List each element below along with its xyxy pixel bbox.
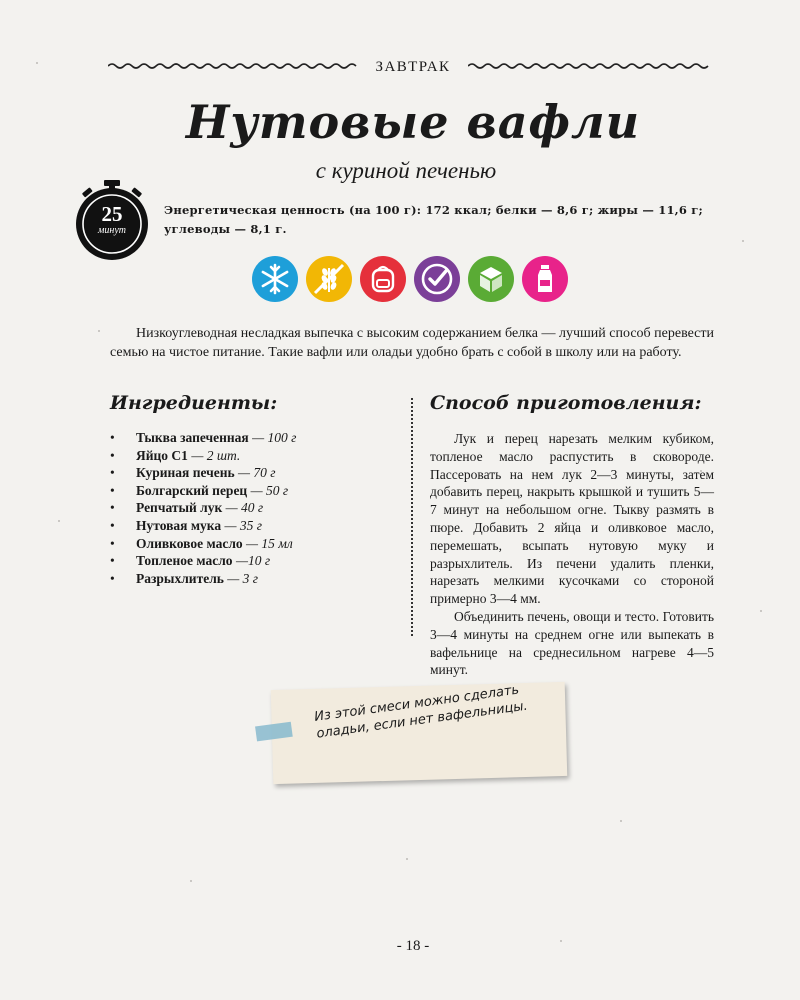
box-icon	[468, 256, 514, 302]
ingredient-item: • Тыква запеченная — 100 г	[110, 430, 297, 445]
snowflake-icon	[252, 256, 298, 302]
wavy-line-right	[468, 60, 714, 72]
ingredient-item: • Разрыхлитель — 3 г	[110, 570, 259, 586]
timer-badge	[74, 178, 150, 262]
ingredients-heading: Ингредиенты:	[110, 392, 278, 414]
method-paragraph: Объединить печень, овощи и тесто. Готовить 3—4 минуты на среднем огне или выпекать в вафельнице на среднесильном нагреве 4—5 минут.	[430, 608, 714, 678]
section-label: ЗАВТРАК	[375, 59, 451, 75]
timer-unit: минут	[97, 225, 126, 236]
check-icon	[414, 256, 460, 302]
milk-icon	[522, 256, 568, 302]
ingredient-item: • Топленое масло —10 г	[110, 553, 271, 569]
page-number: - 18 -	[396, 938, 430, 954]
recipe-subtitle: с куриной печенью	[315, 158, 497, 183]
ingredient-item: • Болгарский перец — 50 г	[110, 482, 289, 498]
no-gluten-icon	[306, 256, 352, 302]
method-paragraph: Лук и перец нарезать мелким кубиком, топленое масло распустить в сковороде. Пассеровать на нем лук 2—3 минуты, затем добавить перец, накрыть крышкой и тушить 5—7 минут на небольшом огне. Тыкву размять в пюре. Добавить 2 яйца и оливковое масло, перемешать, всыпать нутовую муку и разрыхлитель. Из печени удалить пленки, нарезать мелкими кусочками со стороной примерно 3—4 мм.	[430, 431, 714, 607]
ingredient-item: • Репчатый лук — 40 г	[110, 500, 264, 516]
timer-value: 25	[101, 202, 123, 226]
diet-icons	[252, 256, 568, 302]
note-text: Из этой смеси можно сделать оладьи, если нет вафельницы.	[313, 682, 529, 742]
ingredient-item: • Нутовая мука — 35 г	[110, 517, 263, 533]
ingredient-item: • Яйцо С1 — 2 шт.	[110, 447, 241, 463]
tape-strip	[255, 722, 293, 742]
method-heading: Способ приготовления:	[430, 392, 702, 414]
wavy-line-left	[108, 60, 358, 72]
recipe-title: Нутовые вафли	[185, 95, 641, 149]
column-divider	[411, 398, 413, 636]
nutrition-info: Энергетическая ценность (на 100 г): 172 ккал; белки — 8,6 г; жиры — 11,6 г; углеводы — 8,1 г.	[164, 203, 703, 236]
backpack-icon	[360, 256, 406, 302]
ingredient-item: • Оливковое масло — 15 мл	[110, 535, 293, 551]
method-text	[430, 430, 714, 679]
ingredient-item: • Куриная печень — 70 г	[110, 465, 276, 481]
ingredients-list	[110, 429, 400, 587]
intro-text: Низкоуглеводная несладкая выпечка с высоким содержанием белка — лучший способ перевести семью на чистое питание. Такие вафли или оладьи удобно брать с собой в школу или на работу.	[110, 326, 715, 360]
sticky-note	[271, 682, 568, 784]
section-header	[108, 56, 714, 78]
